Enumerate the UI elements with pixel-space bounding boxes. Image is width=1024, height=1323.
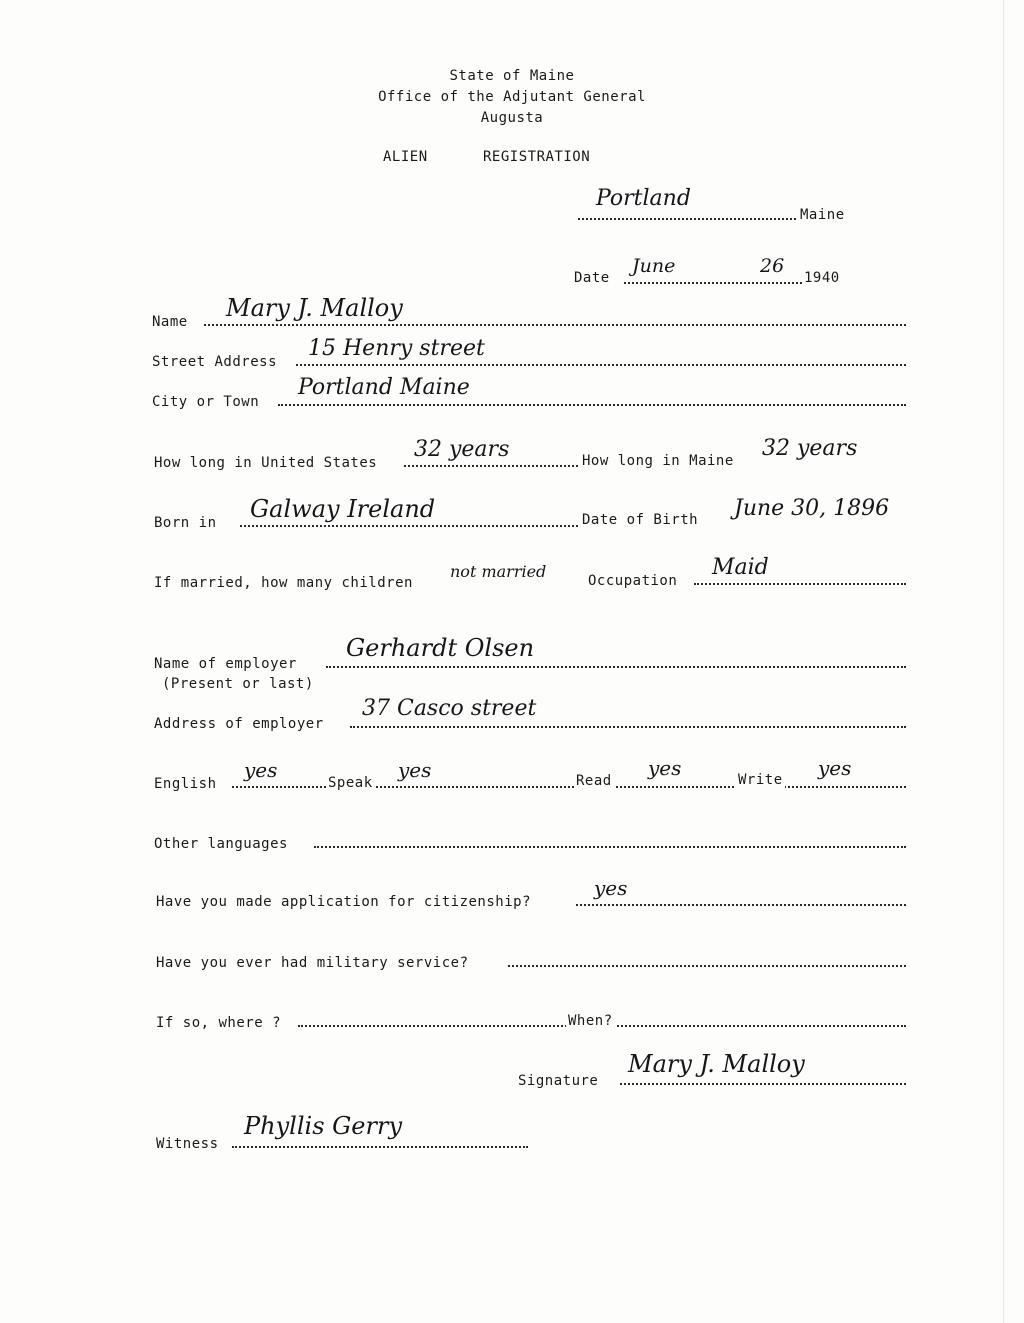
label-other-languages: Other languages [154,836,288,852]
label-read: Read [576,773,612,789]
page-fold-line [1003,0,1004,1323]
date-day: 26 [760,255,785,277]
value-name: Mary J. Malloy [226,294,403,322]
label-employer: Name of employer [154,656,297,672]
label-speak: Speak [328,775,373,791]
value-write: yes [818,756,852,780]
label-street-address: Street Address [152,354,278,370]
header-state: State of Maine [449,68,575,84]
value-english: yes [244,758,278,782]
value-speak: yes [398,758,432,782]
label-where: If so, where ? [156,1015,282,1031]
other-languages-line [314,832,906,848]
label-employer-note: (Present or last) [162,676,314,692]
value-date-of-birth: June 30, 1896 [734,496,890,521]
value-citizenship: yes [594,876,628,900]
value-signature: Mary J. Malloy [628,1050,805,1078]
label-english: English [154,776,217,792]
header-office: Office of the Adjutant General [378,89,646,105]
value-born-in: Galway Ireland [250,495,436,523]
label-witness: Witness [156,1136,219,1152]
place-value: Portland [596,186,691,211]
label-occupation: Occupation [588,573,678,589]
military-line [508,951,906,967]
value-street-address: 15 Henry street [308,336,485,361]
value-employer: Gerhardt Olsen [346,634,535,662]
place-suffix: Maine [800,207,845,223]
label-born-in: Born in [154,515,217,531]
label-write: Write [738,772,783,788]
label-date-of-birth: Date of Birth [582,512,699,528]
label-city: City or Town [152,394,260,410]
label-how-long-maine: How long in Maine [582,453,734,469]
value-employer-address: 37 Casco street [362,696,537,721]
label-how-long-us: How long in United States [154,455,378,471]
date-label: Date [574,270,610,286]
label-signature: Signature [518,1073,599,1089]
value-city: Portland Maine [298,375,470,400]
header-city: Augusta [480,110,544,126]
form-title-registration: REGISTRATION [483,149,591,165]
form-title-alien: ALIEN [383,149,428,165]
label-married-children: If married, how many children [154,575,413,591]
value-married-children: not married [450,562,547,581]
value-occupation: Maid [712,555,769,580]
date-month: June [632,255,676,277]
label-employer-address: Address of employer [154,716,324,732]
label-military-service: Have you ever had military service? [156,955,469,971]
value-how-long-maine: 32 years [762,436,858,461]
value-read: yes [648,756,682,780]
label-name: Name [152,314,188,330]
value-witness: Phyllis Gerry [244,1112,403,1140]
label-when: When? [568,1013,613,1029]
label-citizenship: Have you made application for citizenship? [156,894,532,910]
date-year: 1940 [804,270,840,286]
value-how-long-us: 32 years [414,437,510,462]
